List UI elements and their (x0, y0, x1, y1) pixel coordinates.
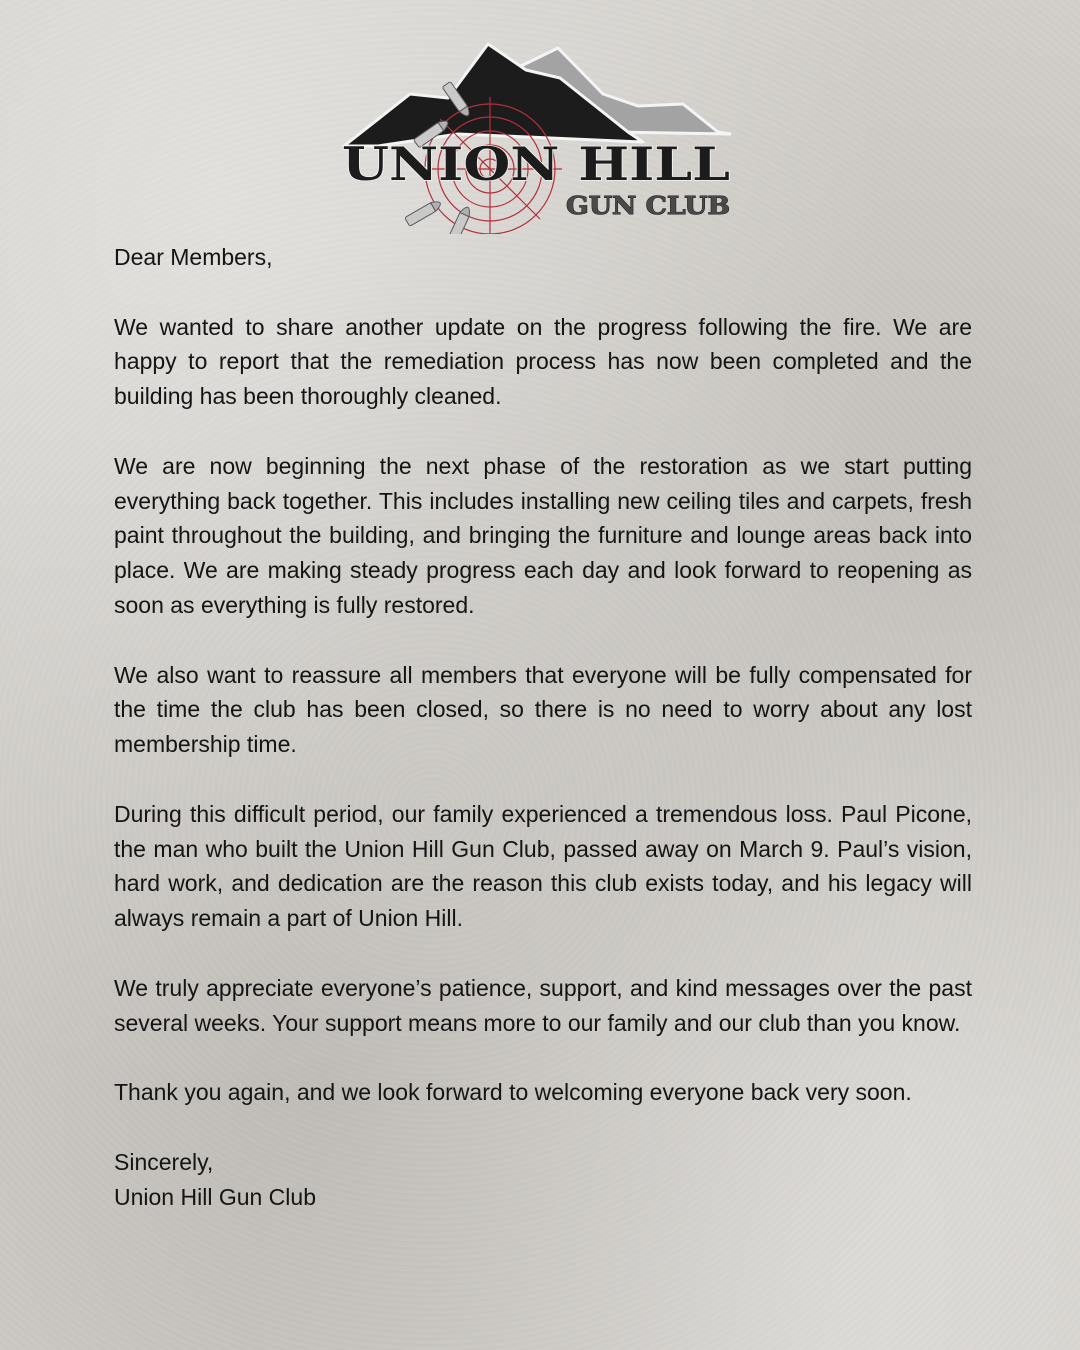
letter-body (114, 240, 972, 1249)
paragraph: We also want to reassure all members that everyone will be fully compensated for the time the club has been closed, so there is no need to worry about any lost membership time. (114, 661, 972, 758)
closing-block (114, 1145, 972, 1215)
salutation: Dear Members, (114, 244, 273, 270)
paragraph: During this difficult period, our family experienced a tremendous loss. Paul Picone, the man who built the Union Hill Gun Club, passed away on March 9. Paul’s vision, hard work, and dedication are the reason this club exists today, and his legacy will always remain a part of Union Hill. (114, 800, 972, 932)
logo-subtitle: GUN CLUB (566, 191, 730, 220)
paragraph: We are now beginning the next phase of the restoration as we start putting everything back together. This includes installing new ceiling tiles and carpets, fresh paint throughout the building, and bringing the furniture and lounge areas back into place. We are making steady progress each day and look forward to reopening as soon as everything is fully restored. (114, 452, 972, 618)
closing: Sincerely, (114, 1148, 214, 1175)
paragraph: We truly appreciate everyone’s patience, support, and kind messages over the past several weeks. Your support means more to our family and our club than you know. (114, 974, 972, 1036)
paragraph: Thank you again, and we look forward to welcoming everyone back very soon. (114, 1079, 912, 1106)
union-hill-gun-club-logo (338, 34, 738, 234)
logo-title: UNION HILL (342, 137, 730, 191)
signature: Union Hill Gun Club (114, 1183, 316, 1210)
paragraph: We wanted to share another update on the progress following the fire. We are happy to report that the remediation process has now been completed and the building has been thoroughly cleaned. (114, 313, 972, 410)
